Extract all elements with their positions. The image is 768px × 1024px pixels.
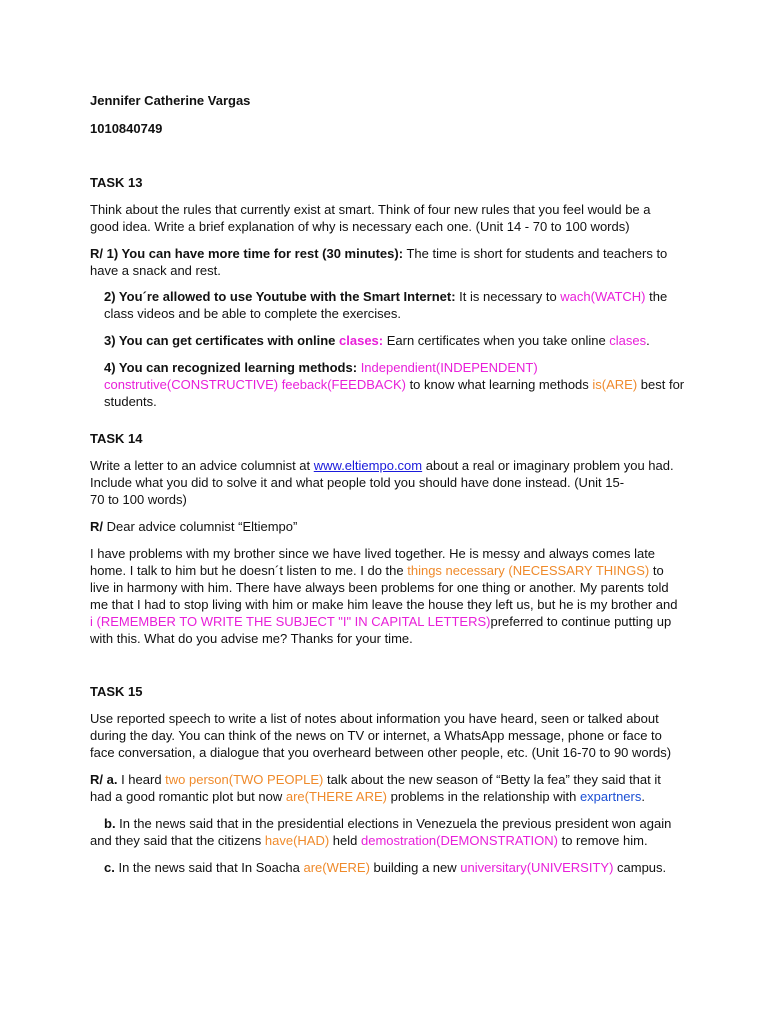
letter-text-c: preferred to continue putting up with this. What do you advise me? Thanks for your time. <box>90 614 672 646</box>
correction: Independient(INDEPENDENT) construtive(CONSTRUCTIVE) feeback(FEEDBACK) <box>104 360 538 392</box>
rule1-label: R/ 1) You can have more time for rest (30 minutes): <box>90 246 404 261</box>
note-a-label: R/ a. <box>90 772 118 787</box>
note-b-text-b: held <box>329 833 361 848</box>
rule2-label: 2) You´re allowed to use Youtube with the Smart Internet: <box>104 289 456 304</box>
task15-note-c <box>90 859 680 876</box>
task14-title: TASK 14 <box>90 431 143 446</box>
rule4-text-a: to know what learning methods <box>405 377 593 392</box>
greeting-label: R/ <box>90 519 103 534</box>
correction: universitary(UNIVERSITY) <box>460 860 614 875</box>
task14-prompt <box>90 457 680 508</box>
rule4-text-b: best for students. <box>104 377 685 409</box>
task14-prompt-b: about a real or imaginary problem you had. Include what you did to solve it and what people told you should have done instead. (Unit 15- <box>90 458 674 490</box>
task14-greeting <box>90 518 680 535</box>
student-id: 1010840749 <box>90 121 163 136</box>
note-a-text-b: talk about the new season of “Betty la fea” they said that it had a good romantic plot but now <box>90 772 661 804</box>
task15-note-a <box>90 771 680 805</box>
correction: two person(TWO PEOPLE) <box>165 772 324 787</box>
rule3-label: 3) You can get certificates with online <box>104 333 340 348</box>
eltiempo-link[interactable]: www.eltiempo.com <box>313 458 423 473</box>
task15-prompt: Use reported speech to write a list of notes about information you have heard, seen or talked about during the day. You can think of the news on TV or internet, a WhatsApp message, phone or face to face conversation, a dialogue that you overheard between other people, etc. (Unit 16-70 to 90 words) <box>90 711 672 760</box>
rule2-text-a: It is necessary to <box>455 289 561 304</box>
correction: are(THERE ARE) <box>285 789 387 804</box>
rule1-text: The time is short for students and teachers to have a snack and rest. <box>90 246 668 278</box>
correction: clases <box>609 333 647 348</box>
note-b-label: b. <box>104 816 116 831</box>
correction: clases: <box>339 333 384 348</box>
task13-title: TASK 13 <box>90 175 143 190</box>
task14-letter-body <box>90 545 680 647</box>
correction: things necessary (NECESSARY THINGS) <box>407 563 650 578</box>
note-c-label: c. <box>104 860 115 875</box>
task15-note-b <box>90 815 680 849</box>
task13-rule2 <box>90 288 694 322</box>
correction: is(ARE) <box>592 377 638 392</box>
note-c-text-a: In the news said that In Soacha <box>114 860 304 875</box>
task13-rule3 <box>90 332 694 349</box>
correction: i (REMEMBER TO WRITE THE SUBJECT "I" IN CAPITAL LETTERS) <box>90 614 491 629</box>
note-b-text-a: In the news said that in the presidential elections in Venezuela the previous president won again and they said that the citizens <box>90 816 672 848</box>
task14-prompt-c: 70 to 100 words) <box>90 492 187 507</box>
correction: are(WERE) <box>303 860 370 875</box>
correction: wach(WATCH) <box>560 289 646 304</box>
task15-title: TASK 15 <box>90 684 143 699</box>
note-c-text-c: campus. <box>613 860 667 875</box>
task13-prompt: Think about the rules that currently exist at smart. Think of four new rules that you feel would be a good idea. Write a brief explanation of why is necessary each one. (Unit 14 - 70 to 100 words) <box>90 202 651 234</box>
task13-rule1 <box>90 245 680 279</box>
greeting-text: Dear advice columnist “Eltiempo” <box>103 519 298 534</box>
student-name: Jennifer Catherine Vargas <box>90 93 251 108</box>
correction: have(HAD) <box>264 833 330 848</box>
correction: demostration(DEMONSTRATION) <box>361 833 558 848</box>
letter-text-b: to live in harmony with him. There have always been problems for one thing or another. My parents told me that I had to stop living with him or make him leave the house they left us, but he is my brother and <box>90 563 678 612</box>
rule2-text-b: the class videos and be able to complete the exercises. <box>104 289 668 321</box>
note-a-text-c: problems in the relationship with <box>387 789 580 804</box>
letter-text-a: I have problems with my brother since we have lived together. He is messy and always comes late home. I talk to him but he doesn´t listen to me. I do the <box>90 546 656 578</box>
note-a-text-d: . <box>641 789 645 804</box>
note-a-text-a: I heard <box>117 772 166 787</box>
task14-prompt-a: Write a letter to an advice columnist at <box>90 458 314 473</box>
task13-rule4 <box>90 359 694 410</box>
note-b-text-c: to remove him. <box>557 833 648 848</box>
rule3-text-b: . <box>646 333 650 348</box>
correction: expartners <box>579 789 642 804</box>
rule3-text-a: Earn certificates when you take online <box>383 333 610 348</box>
note-c-text-b: building a new <box>369 860 461 875</box>
rule4-label: 4) You can recognized learning methods: <box>104 360 358 375</box>
